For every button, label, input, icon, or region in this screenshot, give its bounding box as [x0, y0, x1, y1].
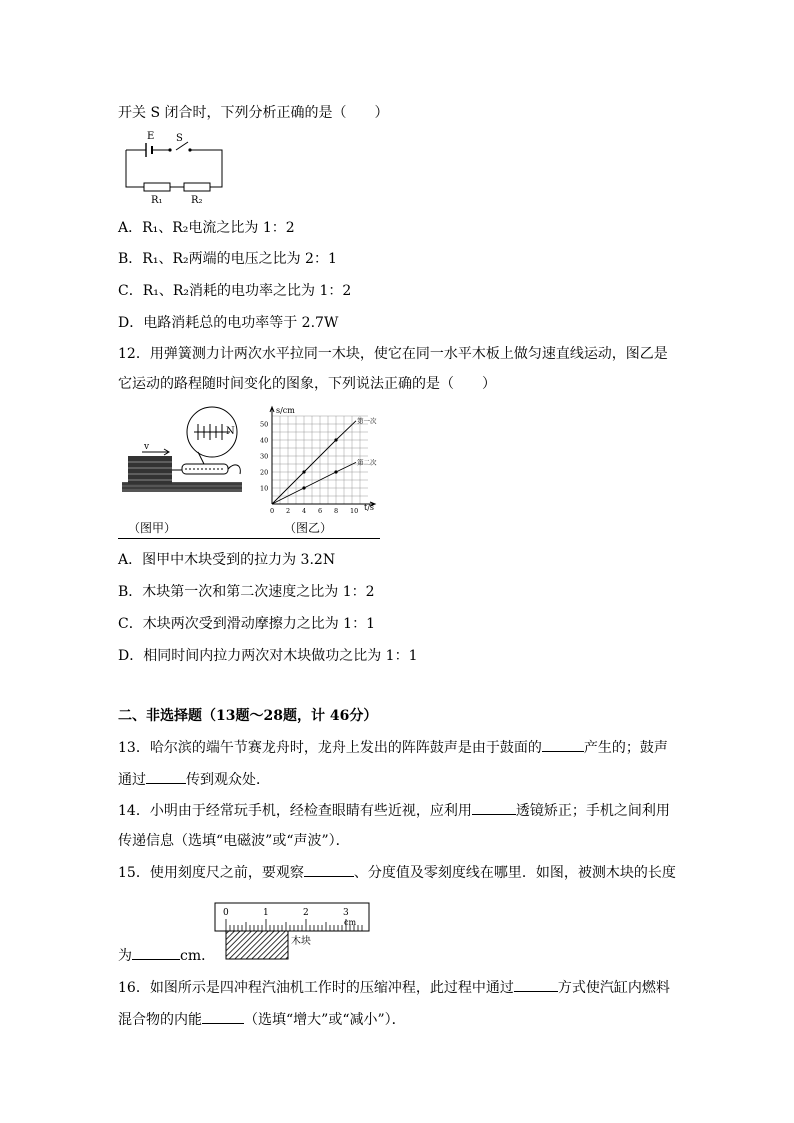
q15-blank1[interactable] [304, 862, 354, 877]
q14-line1 [118, 800, 670, 821]
q11-option-a: A．R₁、R₂电流之比为 1：2 [118, 220, 295, 236]
q12-option-d: D．相同时间内拉力两次对木块做功之比为 1：1 [118, 648, 418, 664]
q15-part2: 、分度值及零刻度线在哪里．如图，被测木块的长度 [353, 865, 676, 881]
chart-x-tick-label: 2 [286, 507, 291, 515]
q14-part1: 14．小明由于经常玩手机，经检查眼睛有些近视，应利用 [118, 803, 472, 819]
fig-yi-caption: （图乙） [284, 521, 333, 535]
chart-x-tick-label: 10 [350, 507, 359, 515]
chart-series-line-1 [272, 421, 356, 504]
switch-label: S [176, 133, 183, 144]
q11-option-b: B．R₁、R₂两端的电压之比为 2：1 [118, 251, 337, 267]
q11-option-d: D．电路消耗总的电功率等于 2.7W [118, 315, 339, 331]
figure-underline [118, 538, 380, 539]
q15-part4: cm． [180, 948, 216, 964]
q12-option-a: A．图甲中木块受到的拉力为 3.2N [118, 552, 336, 568]
q12-option-c: C．木块两次受到滑动摩擦力之比为 1：1 [118, 616, 375, 632]
q14-part2: 透镜矫正；手机之间利用 [515, 803, 670, 819]
ruler-figure [214, 900, 370, 960]
chart-y-label: s/cm [276, 406, 295, 415]
ruler-tick-label: 1 [263, 908, 269, 918]
r2-label: R₂ [191, 195, 203, 206]
q15-part3: 为 [118, 948, 132, 964]
chart-y-tick-label: 30 [260, 452, 269, 461]
circuit-diagram [118, 128, 228, 208]
chart-point-1 [302, 470, 305, 473]
ruler-unit: cm [344, 918, 357, 927]
q15-line1 [118, 862, 676, 883]
chart-legend-2: 第二次 [357, 458, 377, 467]
chart-point-1 [334, 438, 337, 441]
q11-option-c: C．R₁、R₂消耗的电功率之比为 1：2 [118, 283, 352, 299]
chart-y-tick-label: 10 [260, 484, 269, 493]
q15-line2 [118, 945, 215, 966]
q16-part2: 方式使汽缸内燃料 [557, 980, 670, 996]
q14-line2: 传递信息（选填“电磁波”或“声波”）． [118, 833, 350, 849]
chart-point-2 [302, 486, 305, 489]
chart-x-tick-label: 0 [270, 507, 275, 515]
figure-jia-spring-scale [122, 404, 262, 538]
chart-x-tick-label: 8 [334, 507, 339, 515]
battery-label: E [147, 131, 155, 142]
section-heading: 二、非选择题（13题～28题，计 46分） [118, 708, 378, 724]
q12-option-b: B．木块第一次和第二次速度之比为 1：2 [118, 584, 375, 600]
q16-line1 [118, 977, 670, 998]
svg-text:N: N [226, 426, 235, 437]
fig-jia-caption: （图甲） [128, 521, 177, 535]
chart-legend-1: 第一次 [357, 416, 377, 425]
chart-y-tick-label: 50 [260, 420, 269, 429]
q13-part2: 产生的；鼓声 [583, 740, 668, 756]
q16-part3: 混合物的内能 [118, 1012, 202, 1028]
r1-label: R₁ [151, 195, 163, 206]
chart-y-tick-label: 20 [260, 468, 269, 477]
q14-blank1[interactable] [472, 800, 516, 815]
q13-blank2[interactable] [146, 769, 186, 784]
q16-blank2[interactable] [202, 1009, 244, 1024]
q13-part4: 传到观众处． [186, 772, 270, 788]
ruler-block-label: 木块 [291, 936, 311, 947]
chart-point-2 [334, 470, 337, 473]
q15-part1: 15．使用刻度尺之前，要观察 [118, 865, 304, 881]
chart-series-line-2 [272, 462, 356, 504]
chart-x-label: t/s [364, 503, 375, 512]
q13-line1 [118, 737, 668, 758]
chart-y-tick-label: 40 [260, 436, 269, 445]
chart-grid [272, 416, 368, 504]
chart-x-tick-label: 6 [318, 507, 323, 515]
q12-stem-line2: 它运动的路程随时间变化的图象，下列说法正确的是（ ） [118, 376, 496, 392]
q13-line2 [118, 769, 270, 790]
q12-stem-line1: 12．用弹簧测力计两次水平拉同一木块，使它在同一水平木板上做匀速直线运动，图乙是 [118, 346, 668, 362]
q13-part3: 通过 [118, 772, 146, 788]
q16-part1: 16．如图所示是四冲程汽油机工作时的压缩冲程，此过程中通过 [118, 980, 514, 996]
q15-blank2[interactable] [132, 945, 180, 960]
ruler-tick-label: 2 [303, 908, 309, 918]
q16-part4: （选填“增大”或“减小”）． [244, 1012, 406, 1028]
q16-line2 [118, 1009, 406, 1030]
q16-blank1[interactable] [514, 977, 558, 992]
figure-yi-chart [254, 404, 384, 540]
chart-x-tick-label: 4 [302, 507, 307, 515]
q13-part1: 13．哈尔滨的端午节赛龙舟时，龙舟上发出的阵阵鼓声是由于鼓面的 [118, 740, 542, 756]
fig-jia-v-label: v [144, 442, 150, 452]
ruler-tick-label: 3 [343, 908, 349, 918]
q11-stem: 开关 S 闭合时，下列分析正确的是（ ） [118, 105, 389, 121]
q13-blank1[interactable] [542, 737, 584, 752]
ruler-tick-label: 0 [223, 908, 229, 918]
